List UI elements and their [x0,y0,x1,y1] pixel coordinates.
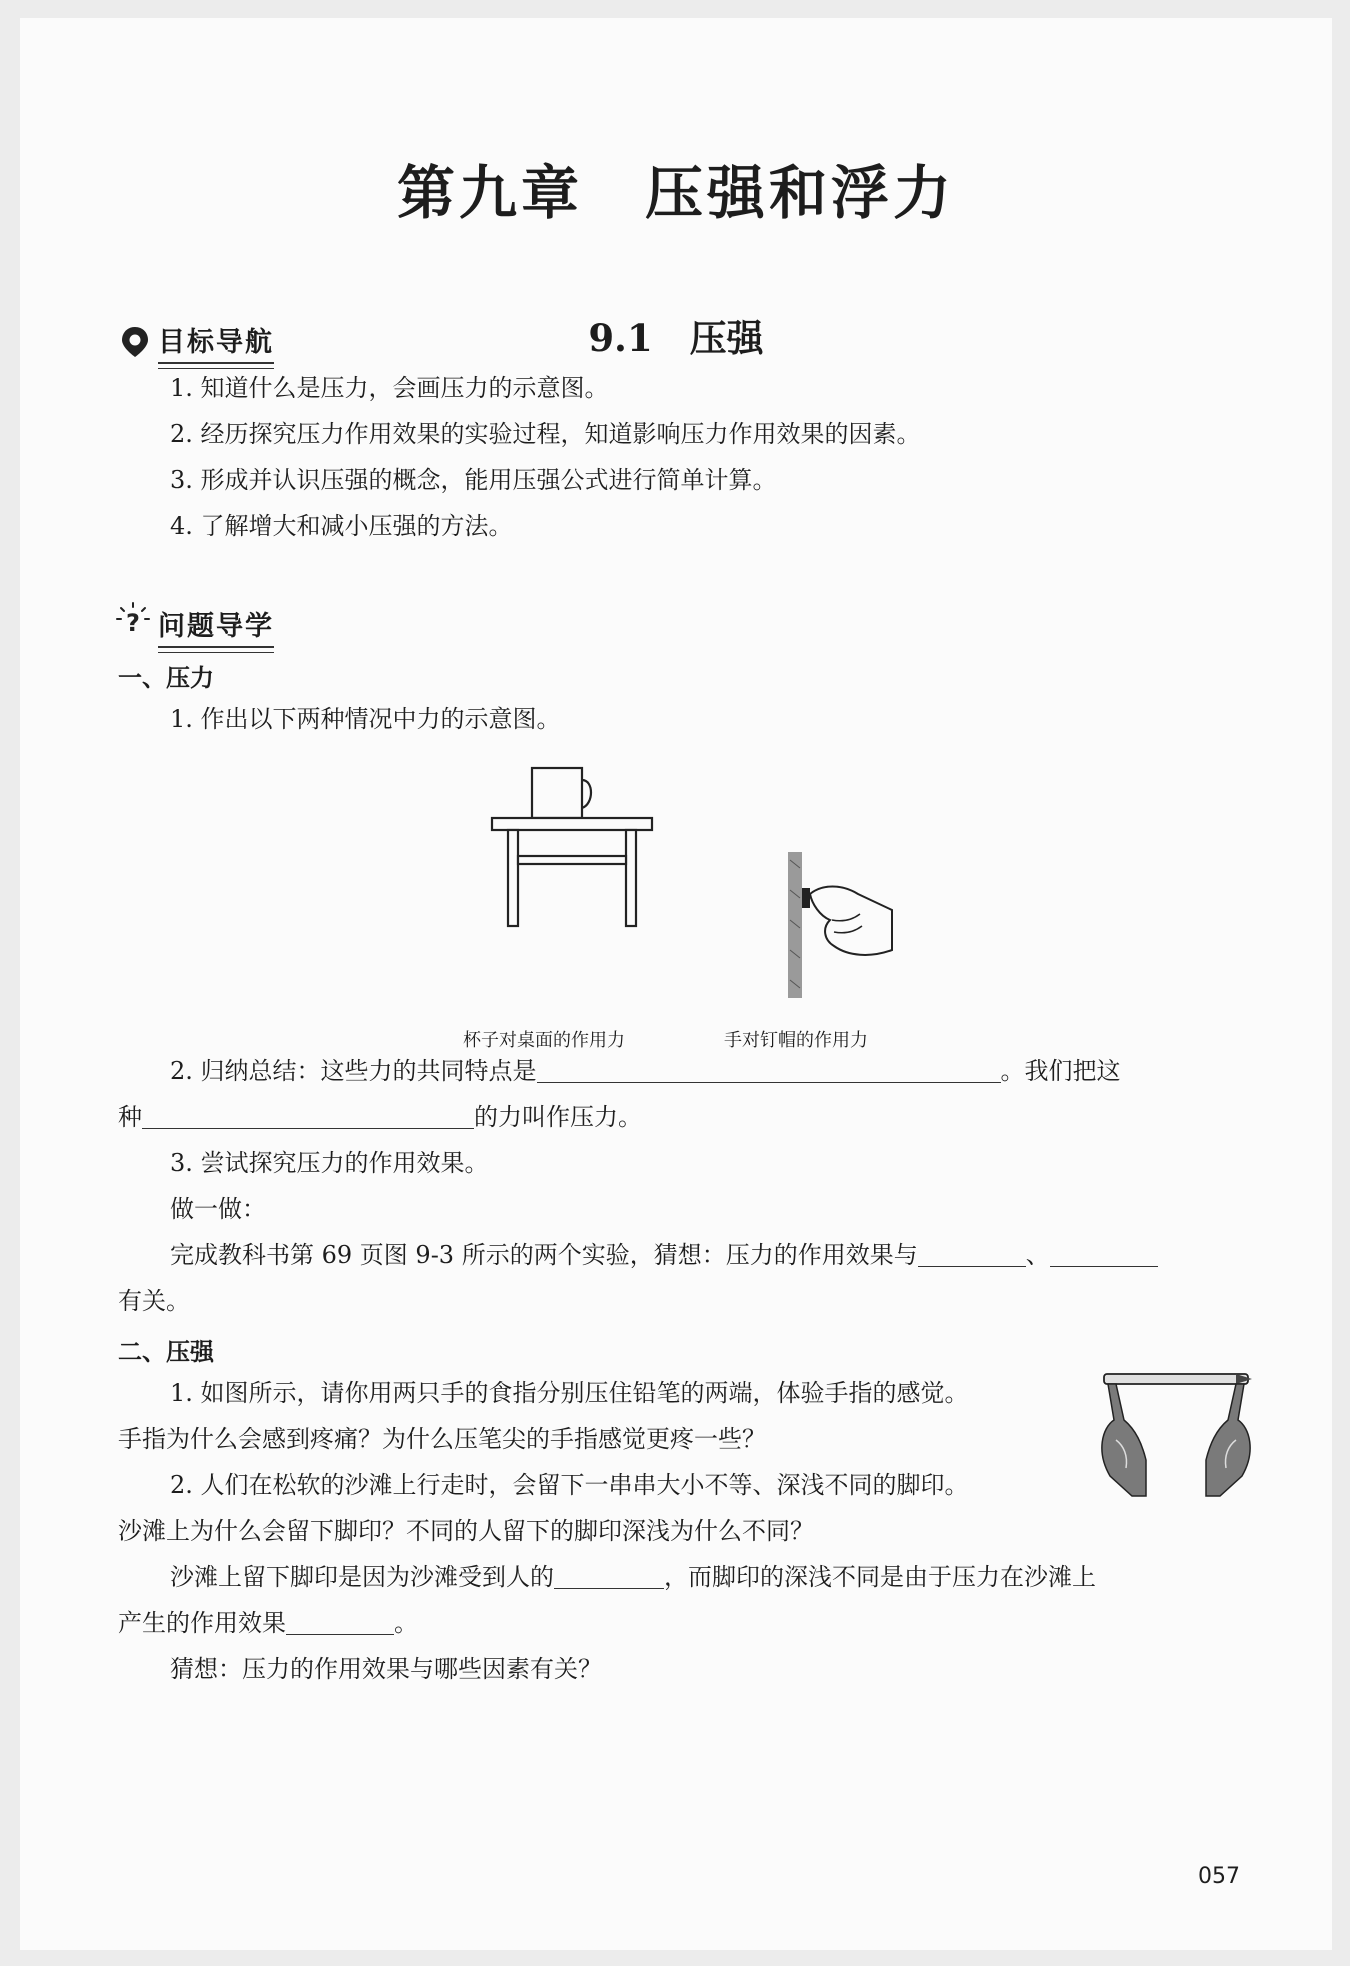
location-pin-icon [118,325,152,359]
answer-blank-sand-force[interactable] [554,1564,664,1589]
sand-answer-line1: 沙滩上留下脚印是因为沙滩受到人的 ，而脚印的深浅不同是由于压力在沙滩上 [170,1563,1096,1591]
part2-item2-line1: 2. 人们在松软的沙滩上行走时，会留下一串串大小不等、深浅不同的脚印。 [170,1471,969,1499]
goals-heading: 目标导航 [158,320,274,364]
part1-question1: 1. 作出以下两种情况中力的示意图。 [170,705,561,733]
workbook-page [20,18,1332,1950]
svg-text:?: ? [126,609,140,636]
part1-question3: 3. 尝试探究压力的作用效果。 [170,1149,489,1177]
answer-blank-force-definition[interactable] [142,1104,474,1129]
answer-blank-effect[interactable] [286,1610,394,1635]
sand-answer-line2: 产生的作用效果 。 [118,1609,418,1637]
goal-item: 2. 经历探究压力作用效果的实验过程，知道影响压力作用效果的因素。 [170,420,921,448]
cup-on-table-illustration [470,764,670,949]
answer-blank-factor-1[interactable] [918,1242,1026,1267]
section-title: 9.1 压强 [588,316,764,360]
guess-line: 完成教科书第 69 页图 9-3 所示的两个实验，猜想：压力的作用效果与 、 [170,1240,1158,1270]
part1-question2-line2: 种 的力叫作压力。 [118,1103,642,1131]
part1-question2-line1: 2. 归纳总结：这些力的共同特点是 。我们把这 [170,1057,1121,1085]
answer-blank-factor-2[interactable] [1050,1242,1158,1267]
goal-item: 1. 知道什么是压力，会画压力的示意图。 [170,374,609,402]
part2-item1-line1: 1. 如图所示，请你用两只手的食指分别压住铅笔的两端，体验手指的感觉。 [170,1379,969,1407]
answer-blank-common-feature[interactable] [537,1058,1001,1083]
part2-title: 二、压强 [118,1338,214,1366]
goal-item: 3. 形成并认识压强的概念，能用压强公式进行简单计算。 [170,466,777,494]
guess-factors-question: 猜想：压力的作用效果与哪些因素有关？ [170,1655,602,1683]
hand-pressing-nail-illustration [760,850,910,1000]
part2-item2-line2: 沙滩上为什么会留下脚印？不同的人留下的脚印深浅为什么不同？ [118,1517,814,1545]
fingers-pressing-pencil-illustration [1086,1360,1266,1500]
guess-line-end: 有关。 [118,1287,190,1315]
chapter-title: 第九章 压强和浮力 [396,159,955,227]
caption-hand-on-nail: 手对钉帽的作用力 [724,1030,868,1051]
do-it-label: 做一做： [170,1195,266,1223]
caption-cup-on-table: 杯子对桌面的作用力 [463,1030,625,1051]
question-bulb-icon [116,602,150,636]
page-number: 057 [1198,1864,1240,1889]
part1-title: 一、压力 [118,664,214,692]
part2-item1-line2: 手指为什么会感到疼痛？为什么压笔尖的手指感觉更疼一些？ [118,1425,766,1453]
questions-heading: 问题导学 [158,604,274,648]
goal-item: 4. 了解增大和减小压强的方法。 [170,512,513,540]
